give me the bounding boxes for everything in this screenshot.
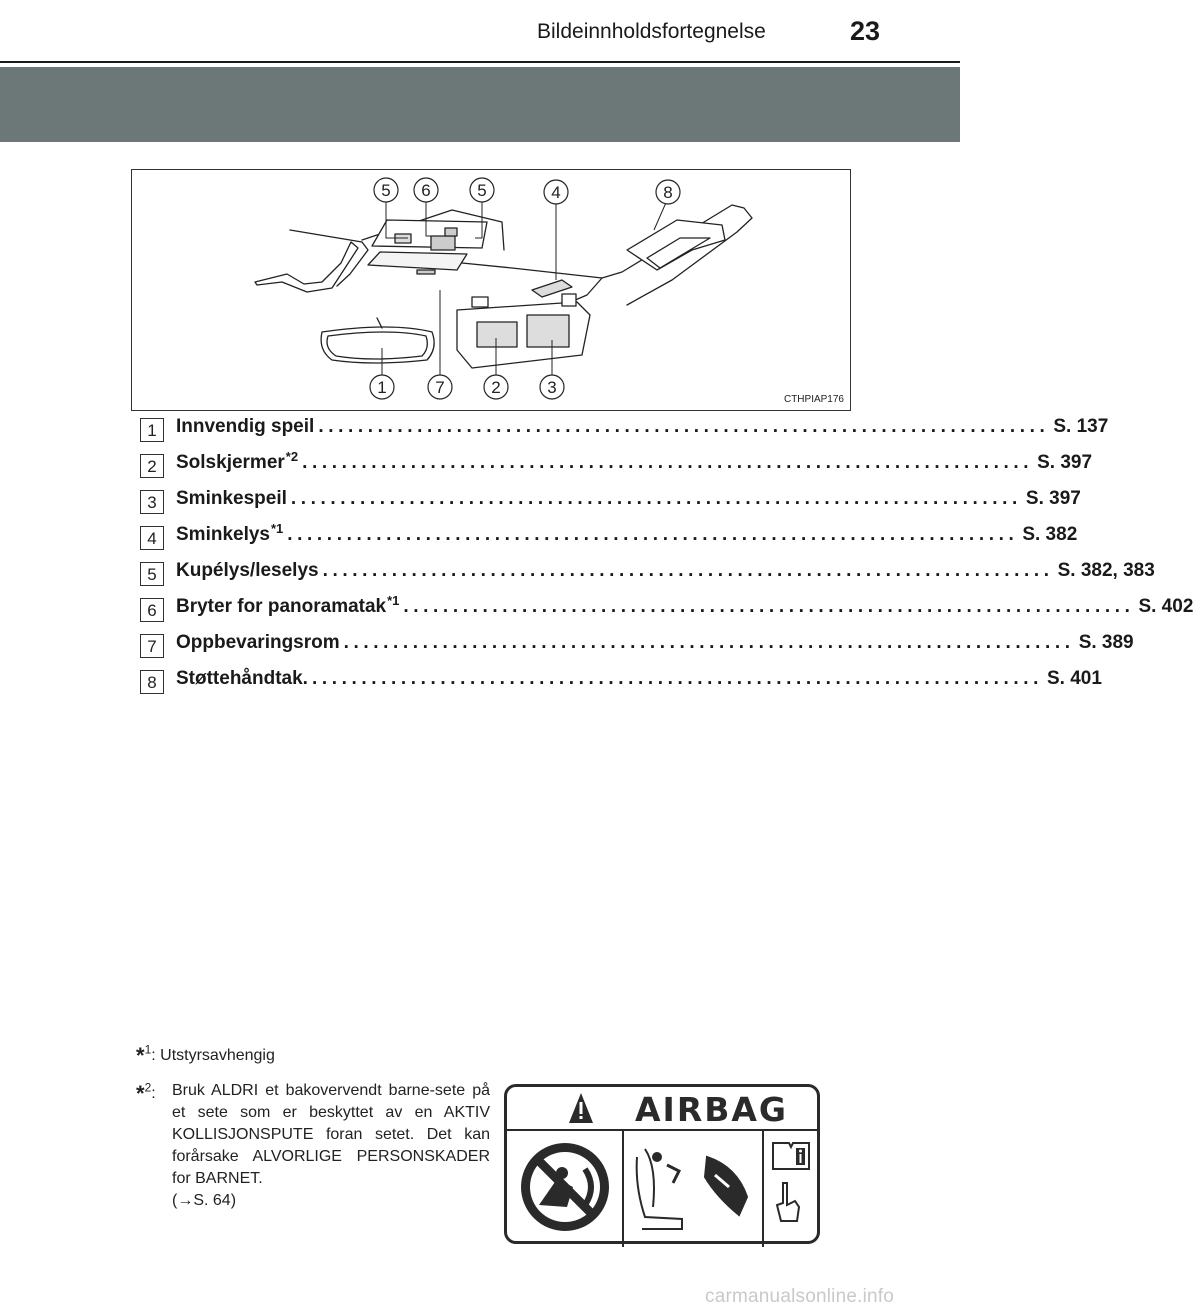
entry-page-ref[interactable]: S. 397 (1037, 452, 1093, 473)
header-rule (0, 61, 960, 63)
leader-dots: .......................................................................... (343, 632, 1075, 653)
watermark: carmanualsonline.info (705, 1286, 895, 1307)
entry-label: Støttehåndtak. (176, 668, 308, 689)
leader-dots: .......................................................................... (318, 416, 1050, 437)
entry-number: 5 (140, 562, 164, 586)
no-rear-facing-child-seat-icon (521, 1143, 609, 1231)
footnote-mark: *1 (271, 520, 284, 536)
read-manual-icon (773, 1143, 809, 1221)
callout-bottom: 1 (377, 378, 387, 397)
footnote-colon: : (151, 1085, 156, 1102)
figure-code: CTHPIAP176 (783, 394, 844, 405)
entry-number: 6 (140, 598, 164, 622)
callout-top: 8 (663, 183, 673, 202)
entry-page-ref[interactable]: S. 402 (1138, 596, 1193, 617)
leader-dots: .......................................................................... (287, 524, 1019, 545)
footnote-mark: 1 (144, 1042, 152, 1057)
interior-ceiling-illustration (131, 169, 851, 411)
index-entry[interactable] (140, 666, 1102, 702)
footnote-star: * (136, 1043, 145, 1068)
leader-dots: .......................................................................... (290, 488, 1022, 509)
entry-number: 4 (140, 526, 164, 550)
entry-number: 1 (140, 418, 164, 442)
callout-top: 4 (551, 183, 561, 202)
index-entry[interactable] (140, 630, 1134, 666)
leader-dots: .......................................................................... (403, 596, 1135, 617)
entry-page-ref[interactable]: S. 382 (1022, 524, 1078, 545)
entry-page-ref[interactable]: S. 397 (1025, 488, 1081, 509)
index-list (140, 414, 1193, 702)
footnote-mark: *2 (285, 448, 299, 464)
leader-dots: .......................................................................... (311, 668, 1043, 689)
callout-bottom: 3 (547, 378, 557, 397)
seat-airbag-icon (637, 1149, 747, 1229)
footnote-text: Bruk ALDRI et bakovervendt barne-sete på et sete som er beskyttet av en AKTIV KOLLISJONSPUTE foran setet. Det kan forårsake ALVORLIGE PERSONSKADER for BARNET. (172, 1082, 490, 1187)
callout-bottom: 2 (491, 378, 501, 397)
index-entry[interactable] (140, 414, 1109, 450)
entry-page-ref[interactable]: S. 389 (1078, 632, 1134, 653)
entry-page-ref[interactable]: S. 401 (1046, 668, 1102, 689)
index-entry[interactable] (140, 486, 1081, 522)
footnote-lead (136, 1080, 156, 1105)
entry-label: Sminkespeil (176, 488, 287, 509)
leader-dots: .......................................................................... (322, 560, 1054, 581)
leader-dots: .......................................................................... (302, 452, 1034, 473)
index-entry[interactable] (140, 520, 1078, 558)
entry-label: Innvendig speil (176, 416, 315, 437)
index-entry[interactable] (140, 592, 1193, 630)
entry-label: Solskjermer$^{*2}$ (176, 448, 299, 473)
entry-number: 3 (140, 490, 164, 514)
entry-page-ref[interactable]: S. 382, 383 (1057, 560, 1155, 581)
ceiling-drawing (132, 170, 850, 410)
entry-label: Kupélys/leselys (176, 560, 319, 581)
footnote-star: * (136, 1081, 145, 1106)
footnote-mark: 2 (144, 1080, 152, 1095)
airbag-warning-label (504, 1084, 820, 1244)
index-entry[interactable] (140, 448, 1093, 486)
callout-top: 5 (381, 181, 391, 200)
footnote-1 (136, 1042, 275, 1067)
entry-label: Sminkelys$^{*1}$ (176, 520, 284, 545)
airbag-title: AIRBAG (635, 1090, 789, 1129)
entry-label: Oppbevaringsrom (176, 632, 340, 653)
footnote-text: : Utstyrsavhengig (151, 1047, 275, 1064)
section-banner (0, 67, 960, 142)
entry-page-ref[interactable]: S. 137 (1053, 416, 1109, 437)
entry-label: Bryter for panoramatak$^{*1}$ (176, 592, 400, 617)
callout-bottom: 7 (435, 378, 445, 397)
index-entry[interactable] (140, 558, 1155, 594)
section-title: Bildeinnholdsfortegnelse (537, 20, 766, 43)
page-number: 23 (850, 16, 881, 46)
footnote-mark: *1 (387, 592, 400, 608)
entry-number: 2 (140, 454, 164, 478)
entry-number: 7 (140, 634, 164, 658)
airbag-pictograms (507, 1087, 817, 1247)
entry-number: 8 (140, 670, 164, 694)
callout-top: 5 (477, 181, 487, 200)
footnote-page-ref[interactable]: (→S. 64) (172, 1192, 237, 1209)
callout-top: 6 (421, 181, 431, 200)
